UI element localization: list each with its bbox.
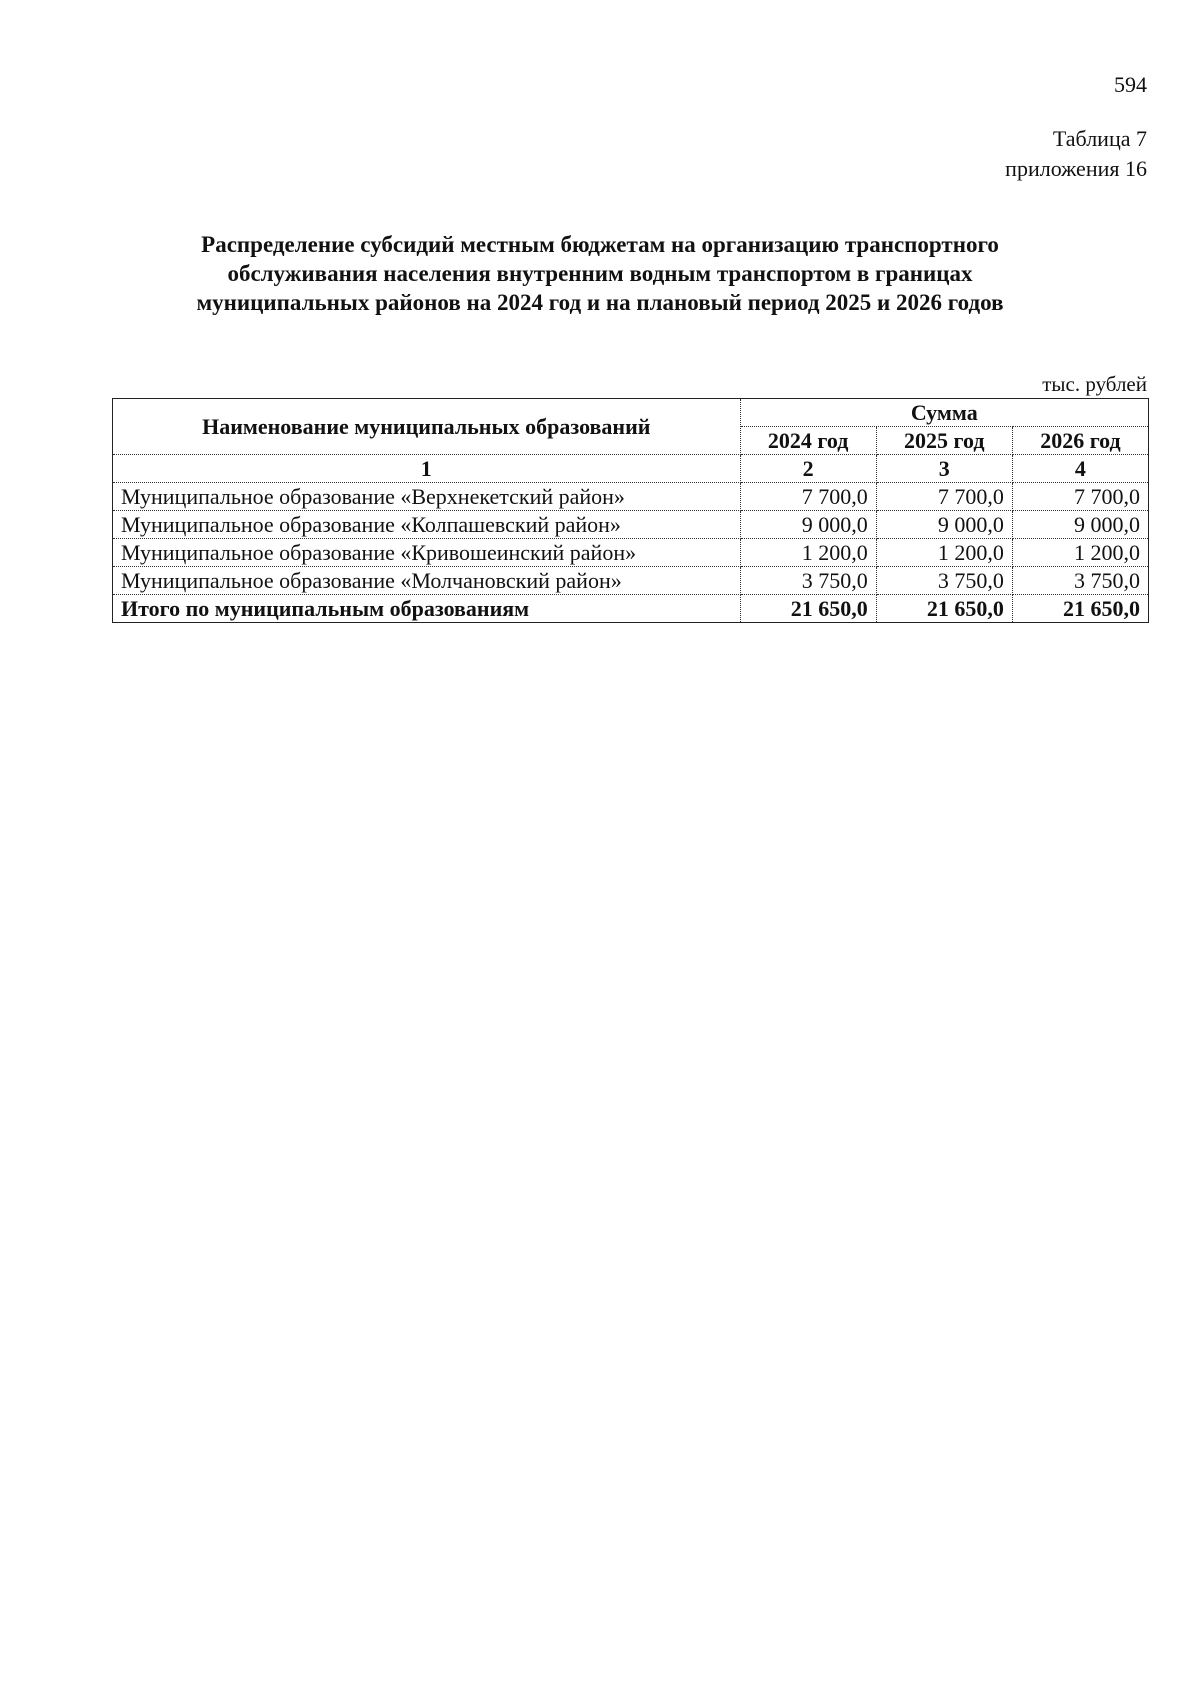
row-value-2025: 9 000,0 [876, 511, 1012, 539]
row-name: Муниципальное образование «Верхнекетский район» [113, 483, 741, 511]
total-row [113, 595, 1149, 623]
title-line-1: Распределение субсидий местным бюджетам на организацию транспортного [201, 232, 999, 257]
subsidy-table [112, 398, 1149, 623]
row-value-2025: 7 700,0 [876, 483, 1012, 511]
header-sum: Сумма [740, 399, 1148, 427]
table-reference [1005, 124, 1147, 184]
title-line-3: муниципальных районов на 2024 год и на плановый период 2025 и 2026 годов [196, 290, 1004, 315]
row-value-2024: 3 750,0 [740, 567, 876, 595]
col-number: 4 [1012, 455, 1148, 483]
table-row [113, 567, 1149, 595]
header-year-2025: 2025 год [876, 427, 1012, 455]
row-value-2024: 1 200,0 [740, 539, 876, 567]
table-row [113, 483, 1149, 511]
row-value-2026: 3 750,0 [1012, 567, 1148, 595]
table-reference-line-2: приложения 16 [1005, 156, 1147, 181]
table-row [113, 539, 1149, 567]
total-name: Итого по муниципальным образованиям [113, 595, 741, 623]
row-value-2026: 1 200,0 [1012, 539, 1148, 567]
table-header-row [113, 399, 1149, 427]
row-value-2024: 7 700,0 [740, 483, 876, 511]
table-row [113, 511, 1149, 539]
col-number: 2 [740, 455, 876, 483]
document-title [100, 230, 1100, 317]
row-value-2025: 1 200,0 [876, 539, 1012, 567]
header-name: Наименование муниципальных образований [113, 399, 741, 455]
header-year-2024: 2024 год [740, 427, 876, 455]
col-number: 3 [876, 455, 1012, 483]
title-line-2: обслуживания населения внутренним водным транспортом в границах [227, 261, 973, 286]
col-number: 1 [113, 455, 741, 483]
row-name: Муниципальное образование «Кривошеинский район» [113, 539, 741, 567]
row-value-2024: 9 000,0 [740, 511, 876, 539]
row-value-2025: 3 750,0 [876, 567, 1012, 595]
units-label: тыс. рублей [1042, 372, 1147, 396]
total-value-2024: 21 650,0 [740, 595, 876, 623]
total-value-2026: 21 650,0 [1012, 595, 1148, 623]
row-value-2026: 7 700,0 [1012, 483, 1148, 511]
row-name: Муниципальное образование «Молчановский район» [113, 567, 741, 595]
header-year-2026: 2026 год [1012, 427, 1148, 455]
row-value-2026: 9 000,0 [1012, 511, 1148, 539]
total-value-2025: 21 650,0 [876, 595, 1012, 623]
table-reference-line-1: Таблица 7 [1052, 126, 1147, 151]
page-number: 594 [1114, 72, 1147, 97]
column-number-row [113, 455, 1149, 483]
row-name: Муниципальное образование «Колпашевский район» [113, 511, 741, 539]
